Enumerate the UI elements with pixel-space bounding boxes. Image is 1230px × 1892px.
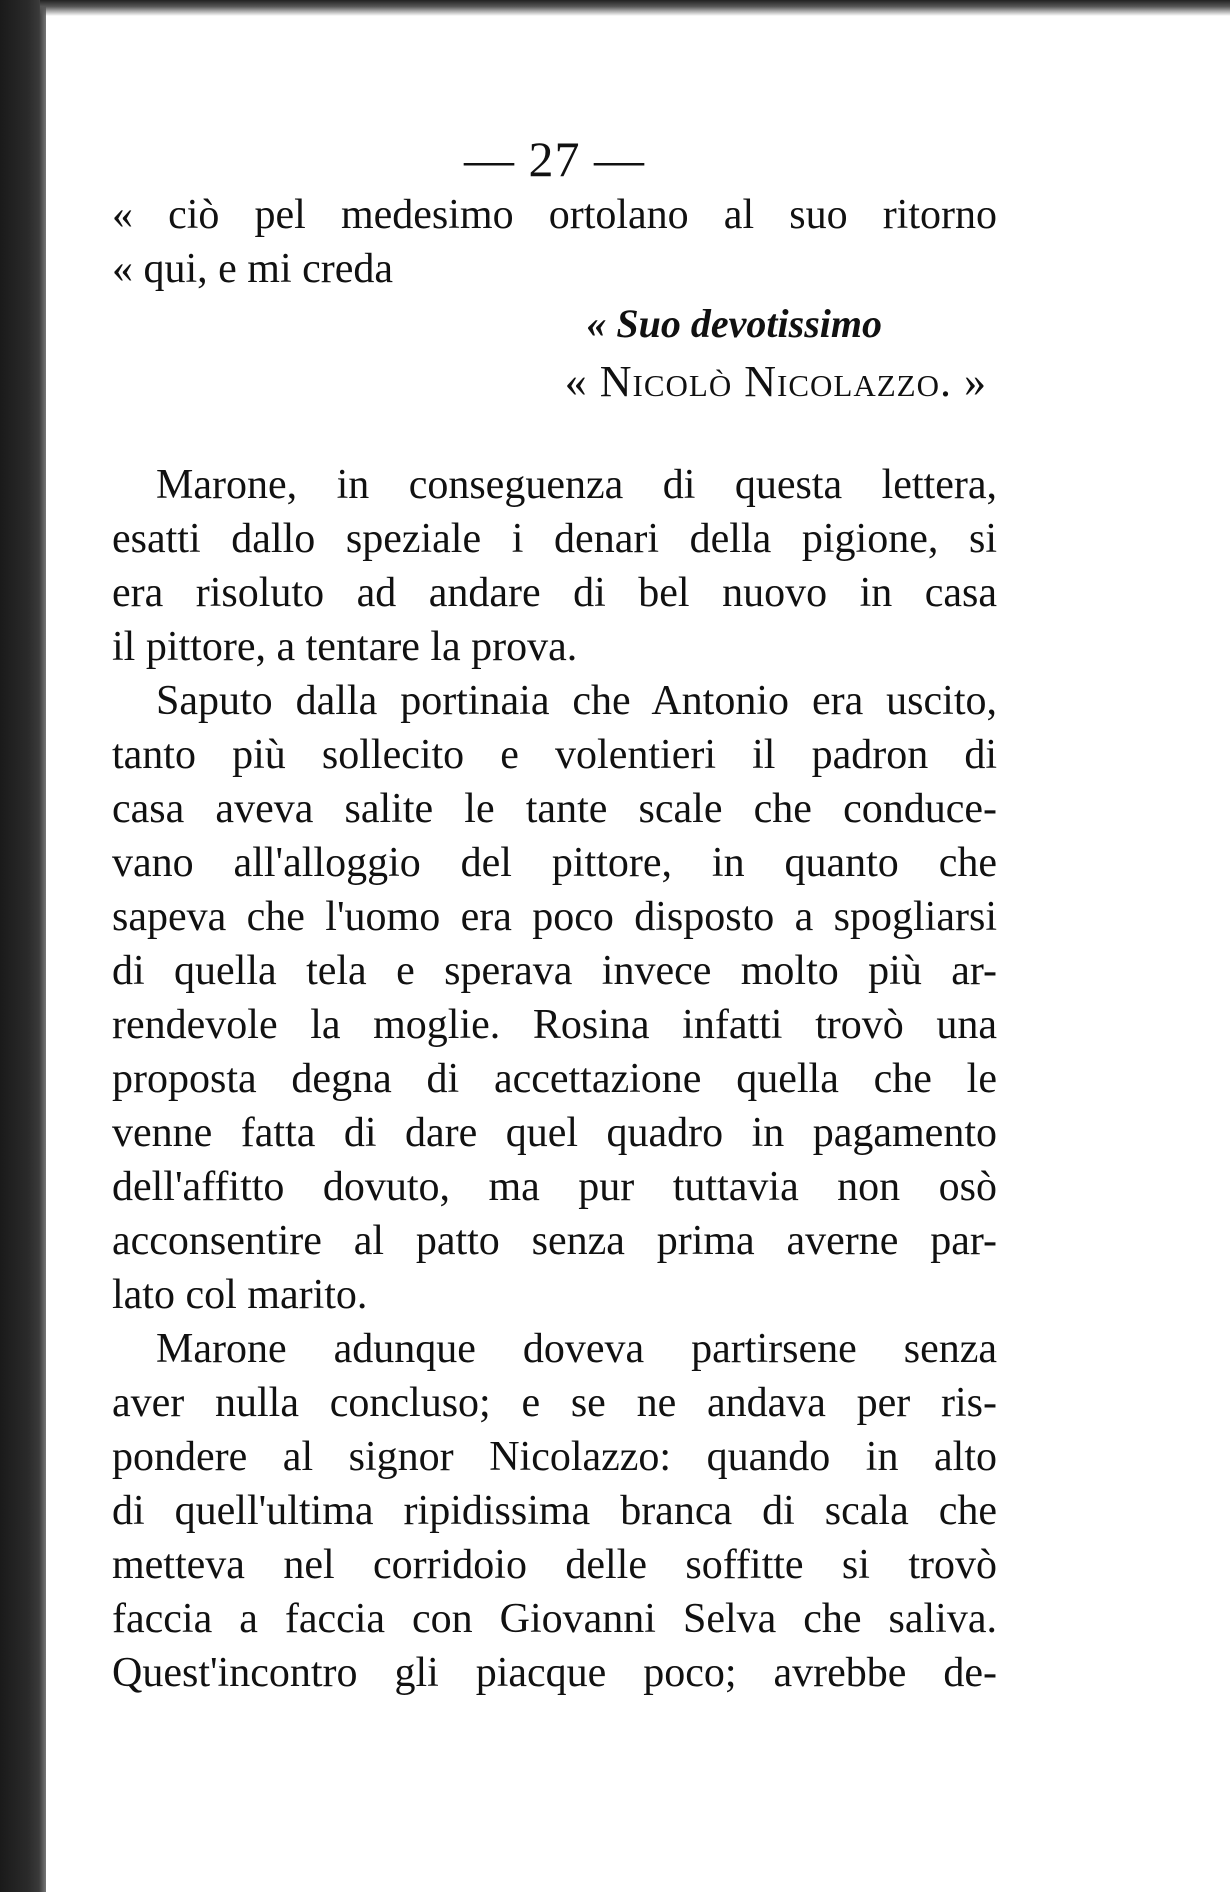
text-line: pondere al signor Nicolazzo: quando in alto bbox=[112, 1434, 997, 1480]
text-line: dell'affitto dovuto, ma pur tuttavia non osò bbox=[112, 1164, 997, 1210]
letter-line: « ciò pel medesimo ortolano al suo ritorno bbox=[112, 192, 997, 238]
text-line: casa aveva salite le tante scale che conduce- bbox=[112, 786, 997, 832]
text-line: di quell'ultima ripidissima branca di scala che bbox=[112, 1488, 997, 1534]
text-line: proposta degna di accettazione quella che le bbox=[112, 1056, 997, 1102]
text-line: sapeva che l'uomo era poco disposto a spogliarsi bbox=[112, 894, 997, 940]
signature-closing bbox=[112, 296, 997, 352]
text-line: Saputo dalla portinaia che Antonio era uscito, bbox=[156, 678, 997, 724]
page-top-edge-shadow bbox=[40, 0, 1230, 16]
paragraph-3 bbox=[112, 1322, 997, 1700]
paragraph-2 bbox=[112, 674, 997, 1322]
text-line: metteva nel corridoio delle soffitte si trovò bbox=[112, 1542, 997, 1588]
text-line: Marone, in conseguenza di questa lettera, bbox=[156, 462, 997, 508]
text-line: Marone adunque doveva partirsene senza bbox=[156, 1326, 997, 1372]
text-line: era risoluto ad andare di bel nuovo in casa bbox=[112, 570, 997, 616]
paragraph-gap bbox=[112, 412, 997, 458]
page-number: — 27 — bbox=[464, 131, 645, 187]
text-line: rendevole la moglie. Rosina infatti trovò una bbox=[112, 1002, 997, 1048]
text-line: lato col marito. bbox=[112, 1272, 368, 1318]
paragraph-1 bbox=[112, 458, 997, 674]
book-spine-shadow bbox=[0, 0, 46, 1892]
text-line: il pittore, a tentare la prova. bbox=[112, 624, 578, 670]
text-line: acconsentire al patto senza prima averne par- bbox=[112, 1218, 997, 1264]
text-line: vano all'alloggio del pittore, in quanto che bbox=[112, 840, 997, 886]
signature-closing-text: « Suo devotissimo bbox=[586, 301, 882, 346]
text-line: aver nulla concluso; e se ne andava per ris- bbox=[112, 1380, 997, 1426]
text-line: venne fatta di dare quel quadro in pagamento bbox=[112, 1110, 997, 1156]
text-line: tanto più sollecito e volentieri il padron di bbox=[112, 732, 997, 778]
signature-name: « Nicolò Nicolazzo. » bbox=[564, 357, 987, 406]
text-line: esatti dallo speziale i denari della pigione, si bbox=[112, 516, 997, 562]
letter-line: « qui, e mi creda bbox=[112, 246, 394, 292]
text-line: Quest'incontro gli piacque poco; avrebbe de- bbox=[112, 1650, 997, 1696]
text-line: faccia a faccia con Giovanni Selva che saliva. bbox=[112, 1596, 997, 1642]
text-line: di quella tela e sperava invece molto più ar- bbox=[112, 948, 997, 994]
book-page bbox=[112, 130, 997, 1700]
